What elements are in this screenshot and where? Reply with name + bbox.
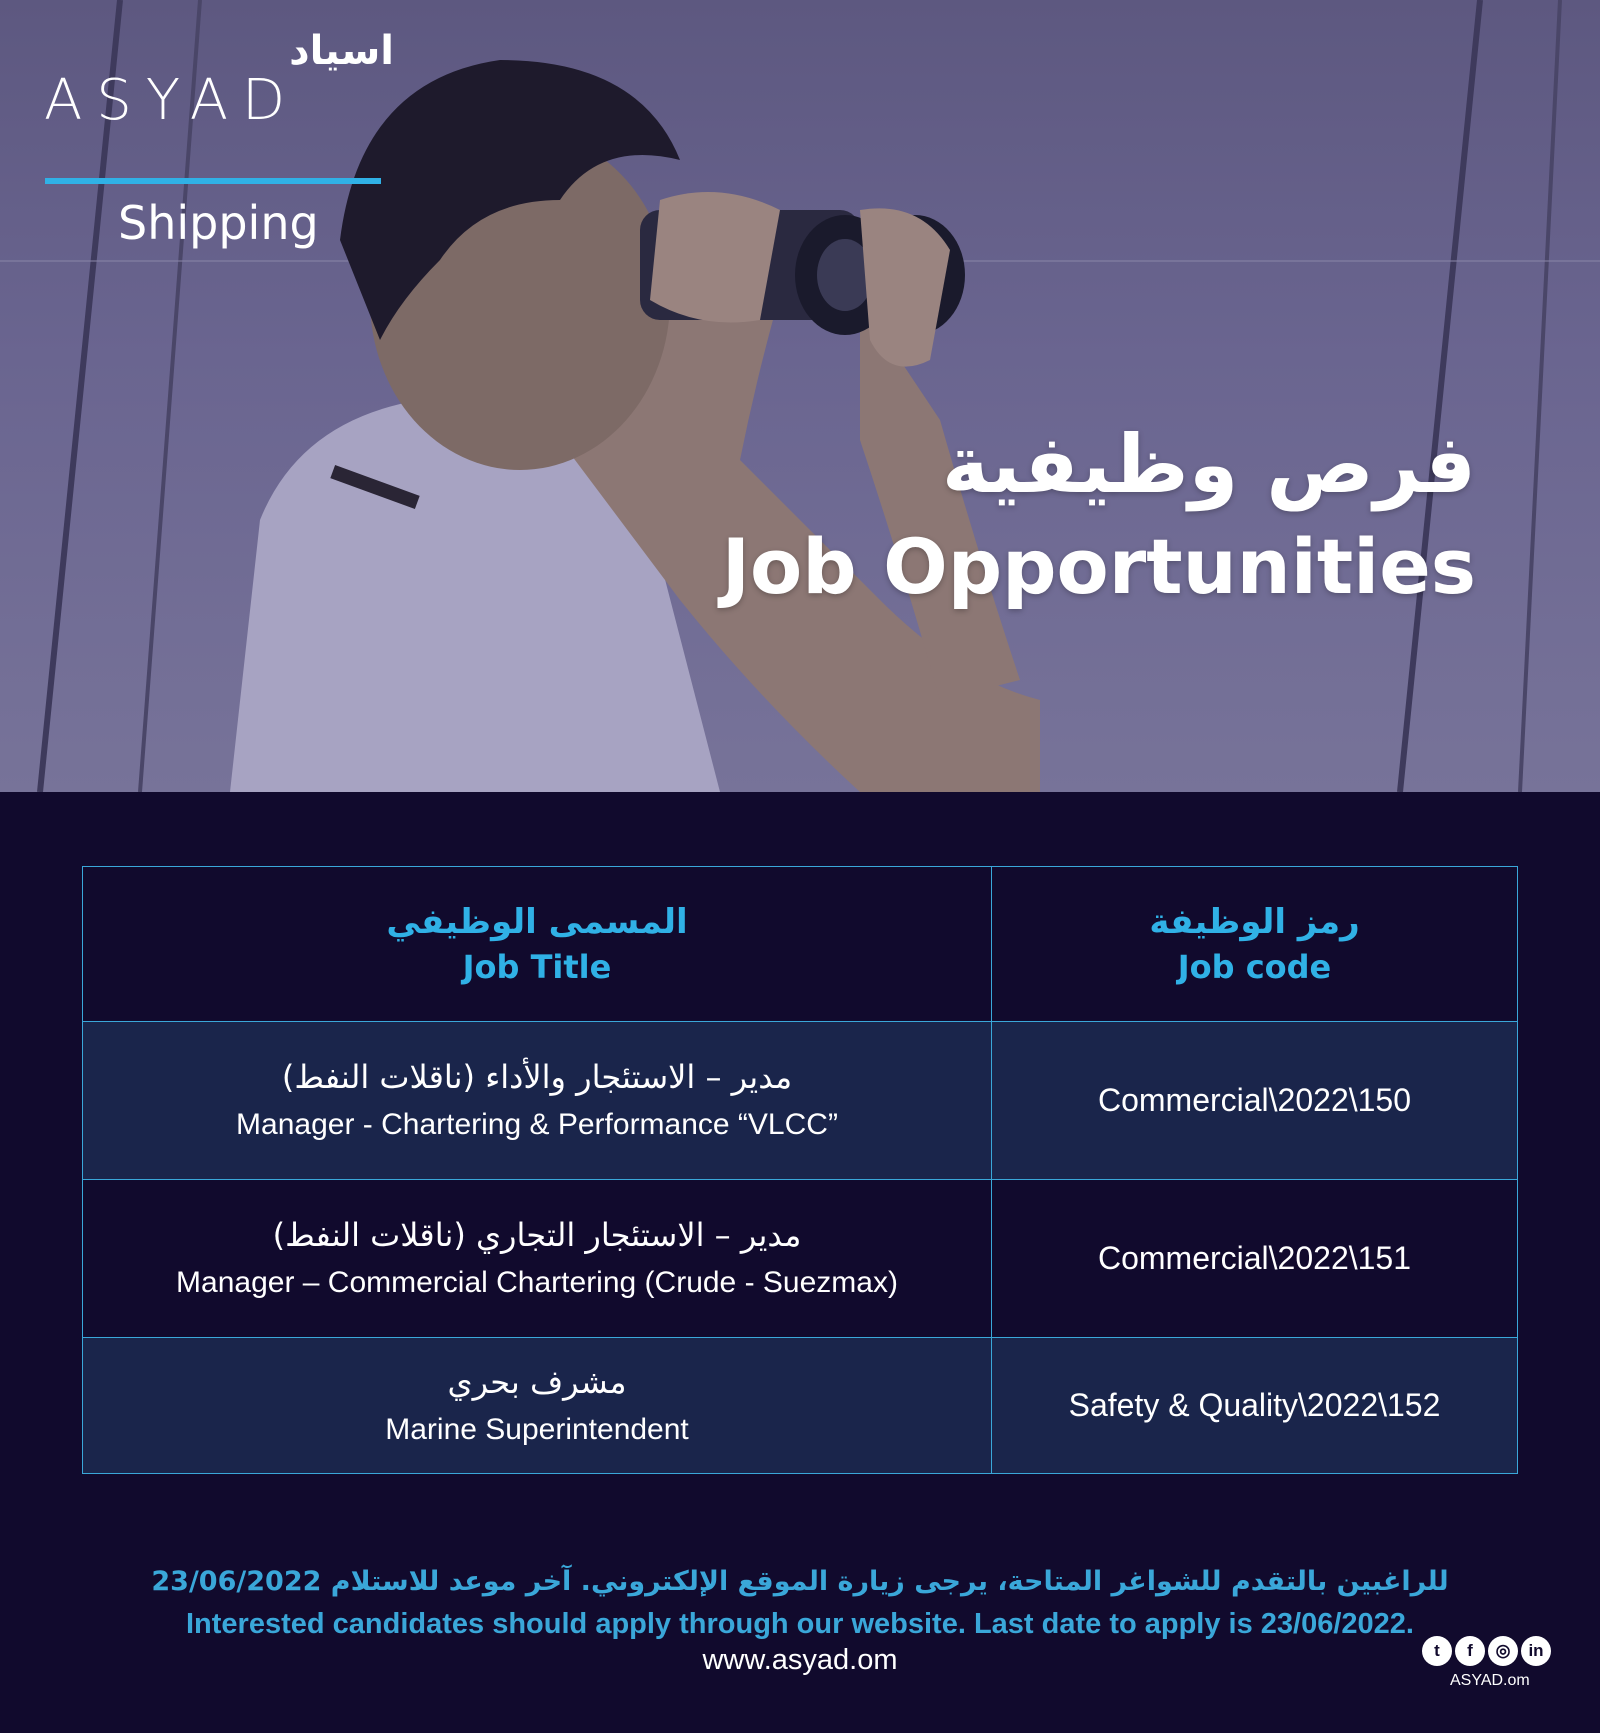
hero-title-english: Job Opportunities: [721, 522, 1476, 611]
header-job-title: [83, 867, 992, 1022]
website-link[interactable]: www.asyad.om: [702, 1644, 898, 1676]
job-title-arabic: مدير – الاستئجار والأداء (ناقلات النفط): [281, 1057, 793, 1096]
instagram-icon[interactable]: ◎: [1488, 1636, 1518, 1666]
logo-sub: Shipping: [118, 196, 319, 250]
linkedin-icon[interactable]: in: [1521, 1636, 1551, 1666]
job-title-arabic: مدير – الاستئجار التجاري (ناقلات النفط): [272, 1215, 802, 1254]
header-job-code: [992, 867, 1518, 1022]
logo-arabic: اسياد: [289, 28, 394, 74]
header-title-english: Job Title: [462, 948, 612, 986]
hero-title-arabic: فرص وظيفية: [941, 418, 1476, 511]
table-row: [83, 1180, 1518, 1338]
header-code-english: Job code: [1177, 948, 1332, 986]
job-title-english: Manager - Chartering & Performance “VLCC”: [236, 1107, 838, 1141]
job-code: Safety & Quality\2022\152: [1068, 1387, 1441, 1423]
job-title-cell: [83, 1022, 992, 1180]
job-code-cell: [992, 1180, 1518, 1338]
facebook-icon[interactable]: f: [1455, 1636, 1485, 1666]
table-row: [83, 1022, 1518, 1180]
hero-banner: [0, 0, 1600, 792]
footer-arabic-note: للراغبين بالتقدم للشواغر المتاحة، يرجى زيارة الموقع الإلكتروني. آخر موعد للاستلام 23/06/2022: [151, 1566, 1449, 1597]
logo-english: ASYAD: [44, 68, 300, 133]
logo-underline: [45, 178, 381, 184]
asyad-logo: [44, 28, 394, 250]
job-title-english: Marine Superintendent: [385, 1412, 689, 1446]
job-code-cell: [992, 1338, 1518, 1474]
social-handle: ASYAD.om: [1450, 1672, 1530, 1689]
header-title-arabic: المسمى الوظيفي: [386, 902, 688, 942]
job-title-arabic: مشرف بحري: [447, 1362, 627, 1401]
job-title-cell: [83, 1338, 992, 1474]
table-row: [83, 1338, 1518, 1474]
social-links: [1422, 1636, 1554, 1690]
job-code-cell: [992, 1022, 1518, 1180]
twitter-icon[interactable]: t: [1422, 1636, 1452, 1666]
job-title-cell: [83, 1180, 992, 1338]
social-icons-row: [1422, 1636, 1554, 1666]
job-table: [82, 866, 1518, 1474]
footer-english-note: Interested candidates should apply through our website. Last date to apply is 23/06/2022.: [186, 1608, 1414, 1640]
table-header-row: [83, 867, 1518, 1022]
job-title-english: Manager – Commercial Chartering (Crude - Suezmax): [176, 1265, 898, 1299]
job-code: Commercial\2022\151: [1097, 1240, 1412, 1276]
job-code: Commercial\2022\150: [1097, 1082, 1412, 1118]
header-code-arabic: رمز الوظيفة: [1149, 902, 1360, 942]
